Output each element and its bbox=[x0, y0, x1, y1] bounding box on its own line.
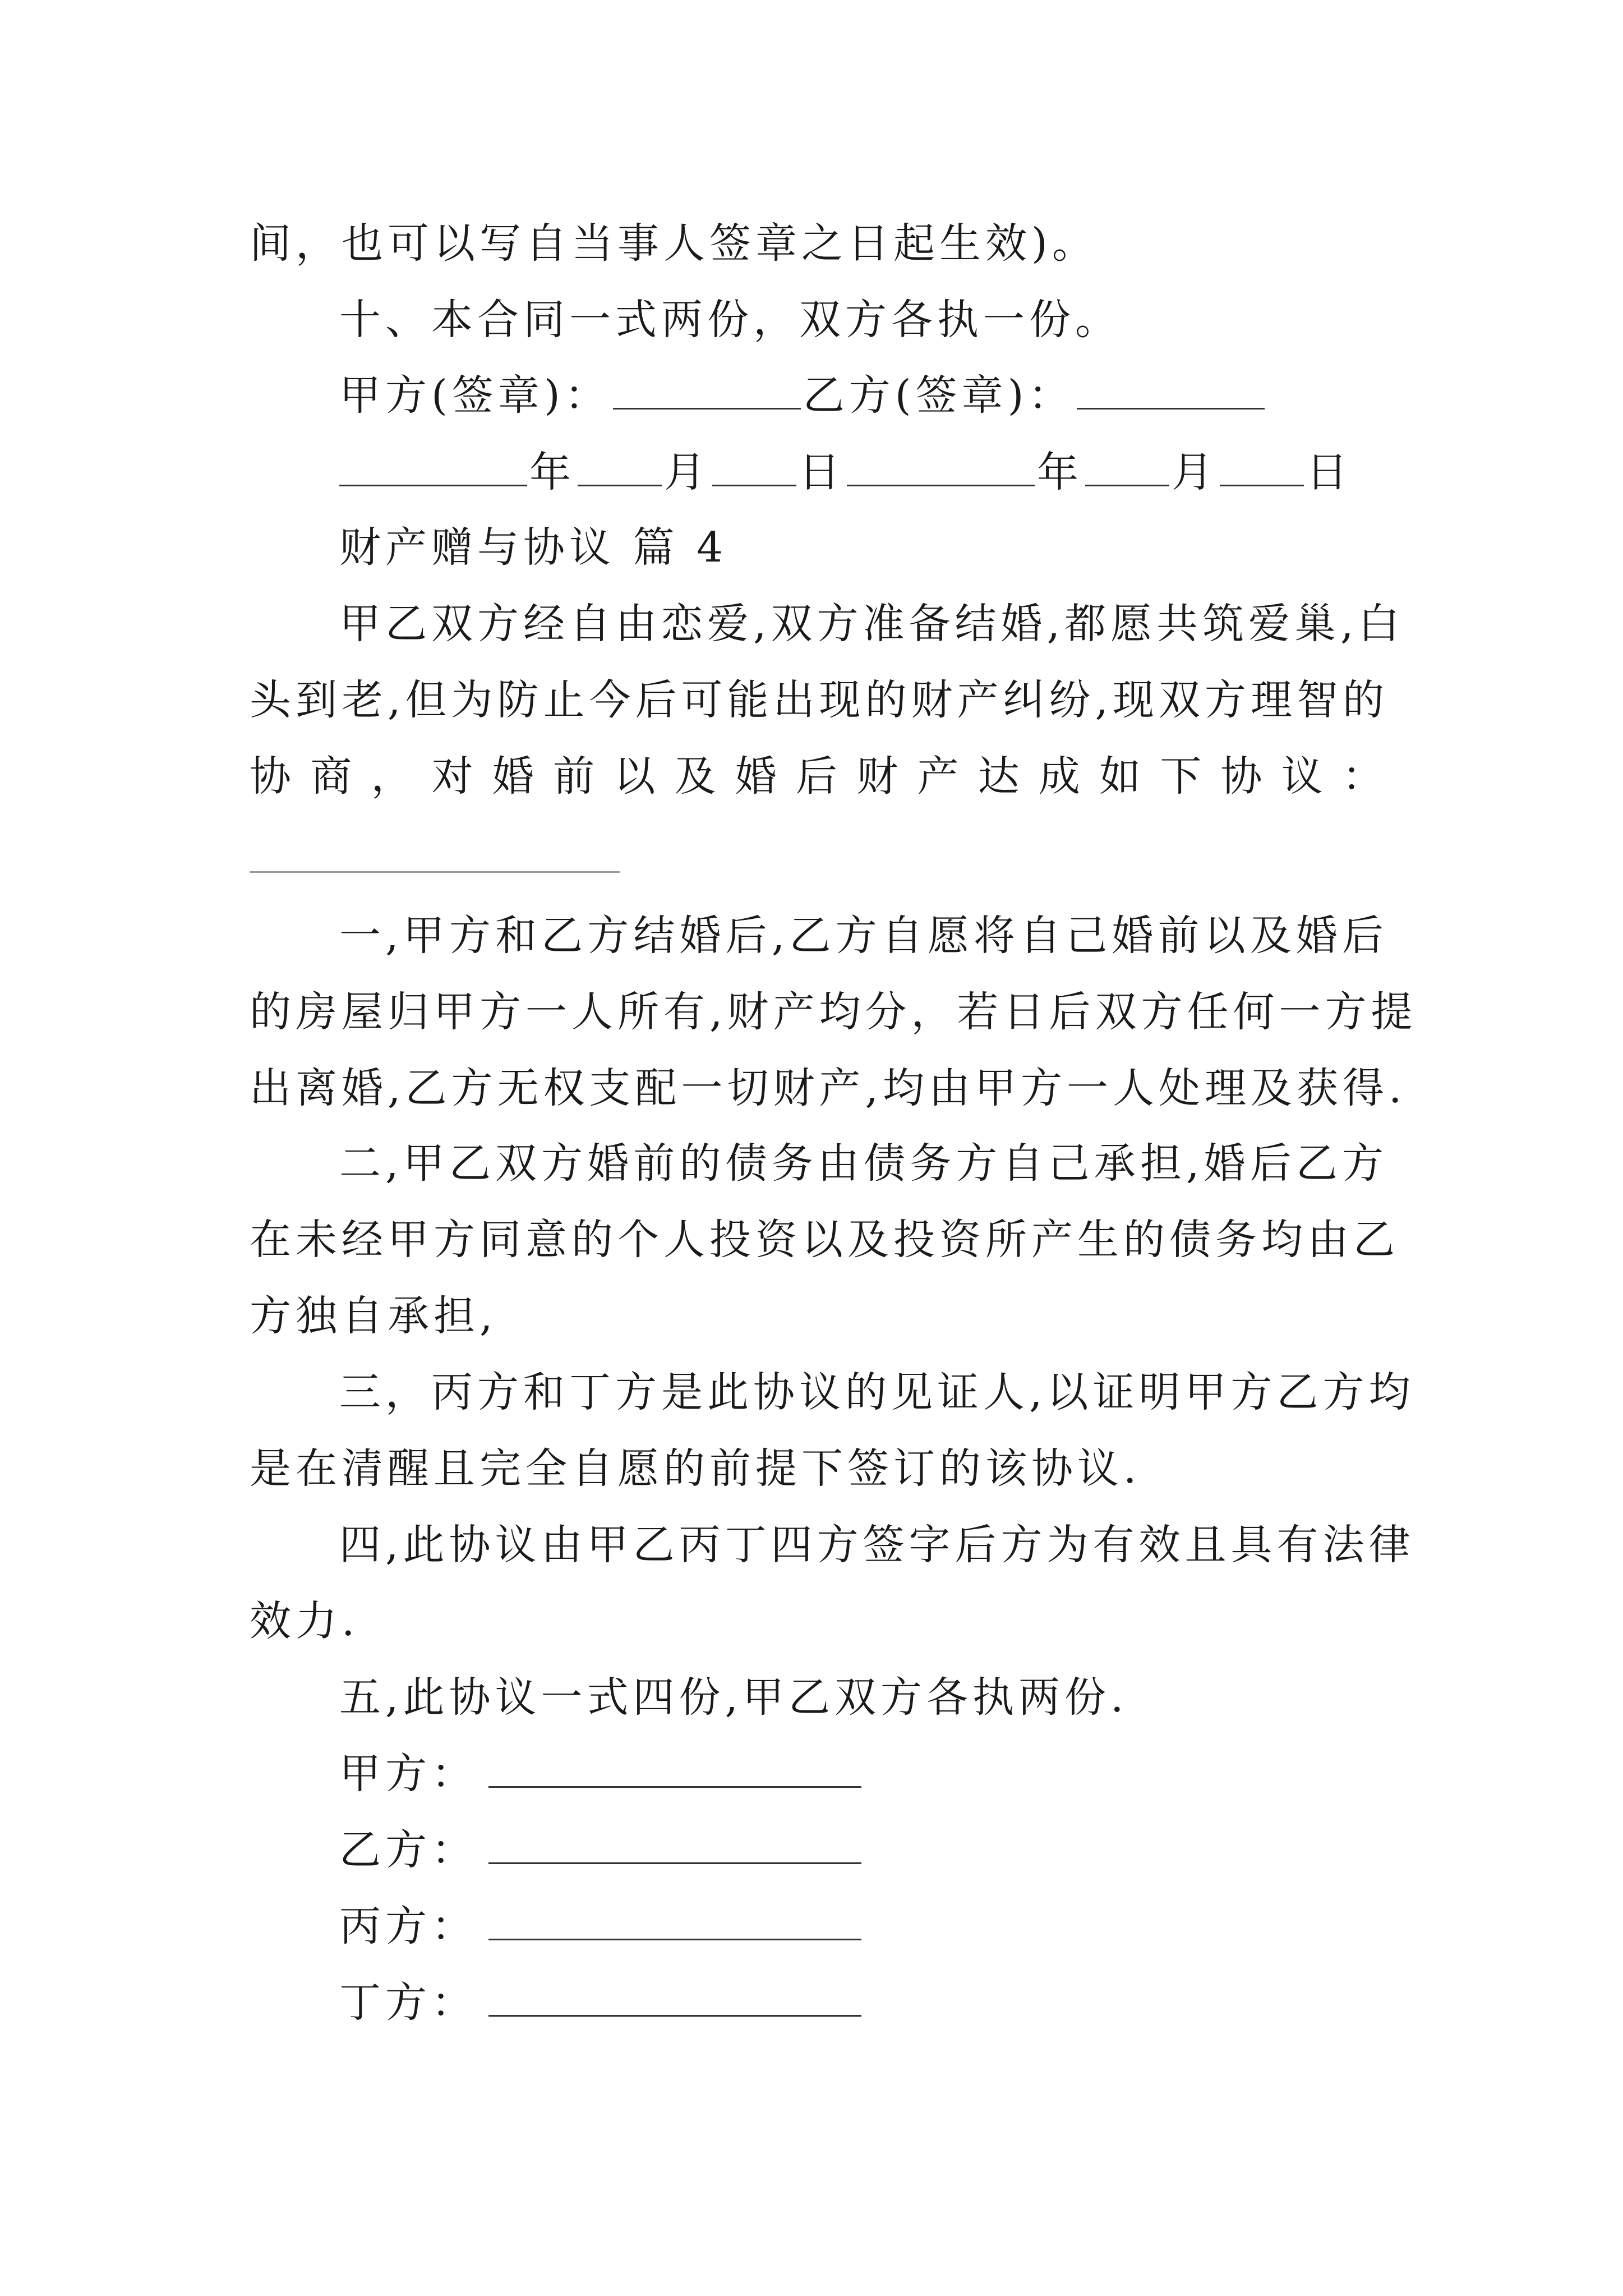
signature-label: 乙方： bbox=[339, 1826, 477, 1874]
year-blank-1 bbox=[339, 451, 527, 486]
clause-two-line-1: 二,甲乙双方婚前的债务由债务方自己承担,婚后乙方 bbox=[339, 1139, 1388, 1188]
clause-four-line-1: 四,此协议由甲乙丙丁四方签字后方为有效且具有法律 bbox=[339, 1521, 1415, 1569]
month-label-1: 月 bbox=[664, 448, 710, 496]
preamble-line-3: 协商，对婚前以及婚后财产达成如下协议： bbox=[250, 752, 1388, 800]
clause-five: 五,此协议一式四份,甲乙双方各执两份. bbox=[339, 1673, 1128, 1722]
day-label-1: 日 bbox=[799, 448, 845, 496]
year-blank-2 bbox=[847, 451, 1035, 486]
signature-party-a bbox=[339, 1746, 1388, 1802]
preamble-line-1: 甲乙双方经自由恋爱,双方准备结婚,都愿共筑爱巢,白 bbox=[339, 600, 1404, 648]
party-b-signature-label: 乙方(签章)： bbox=[803, 371, 1075, 420]
clause-two-line-3: 方独自承担, bbox=[250, 1292, 497, 1340]
date-row bbox=[339, 444, 1388, 500]
clause-three-line-2: 是在清醒且完全自愿的前提下签订的该协议. bbox=[250, 1444, 1141, 1493]
signature-party-b bbox=[339, 1822, 1388, 1878]
party-b-signature-blank bbox=[1077, 374, 1265, 409]
signature-party-d bbox=[339, 1975, 1388, 2031]
preamble-line-2: 头到老,但为防止今后可能出现的财产纠纷,现双方理智的 bbox=[250, 676, 1389, 724]
signature-blank bbox=[488, 1904, 861, 1940]
party-a-signature-label: 甲方(签章)： bbox=[339, 371, 611, 420]
month-blank-1 bbox=[578, 451, 662, 486]
signature-label: 甲方： bbox=[339, 1750, 477, 1798]
clause-four-line-2: 效力. bbox=[250, 1597, 359, 1645]
day-label-2: 日 bbox=[1306, 448, 1352, 496]
signature-party-c bbox=[339, 1898, 1388, 1954]
separator-line bbox=[250, 871, 620, 873]
signature-label: 丁方： bbox=[339, 1978, 477, 2027]
signature-blank bbox=[488, 1828, 861, 1864]
paragraph-line: 间，也可以写自当事人签章之日起生效)。 bbox=[250, 219, 1098, 268]
clause-one-line-1: 一,甲方和乙方结婚后,乙方自愿将自己婚前以及婚后 bbox=[339, 912, 1388, 960]
signature-label: 丙方： bbox=[339, 1902, 477, 1950]
year-label-2: 年 bbox=[1037, 448, 1083, 496]
clause-one-line-2: 的房屋归甲方一人所有,财产均分，若日后双方任何一方提 bbox=[250, 988, 1417, 1036]
month-label-2: 月 bbox=[1172, 448, 1218, 496]
clause-one-line-3: 出离婚,乙方无权支配一切财产,均由甲方一人处理及获得. bbox=[250, 1064, 1407, 1112]
signature-row-parties bbox=[339, 367, 1388, 424]
party-a-signature-blank bbox=[613, 374, 801, 409]
clause-ten: 十、本合同一式两份，双方各执一份。 bbox=[339, 296, 1121, 344]
clause-three-line-1: 三，丙方和丁方是此协议的见证人,以证明甲方乙方均 bbox=[339, 1368, 1415, 1416]
section-heading: 财产赠与协议 篇 4 bbox=[339, 523, 728, 572]
clause-two-line-2: 在未经甲方同意的个人投资以及投资所产生的债务均由乙 bbox=[250, 1216, 1399, 1264]
signature-blank bbox=[488, 1980, 861, 2017]
month-blank-2 bbox=[1085, 451, 1169, 486]
signature-blank bbox=[488, 1751, 861, 1788]
year-label-1: 年 bbox=[529, 448, 575, 496]
day-blank-2 bbox=[1220, 451, 1304, 486]
day-blank-1 bbox=[712, 451, 796, 486]
